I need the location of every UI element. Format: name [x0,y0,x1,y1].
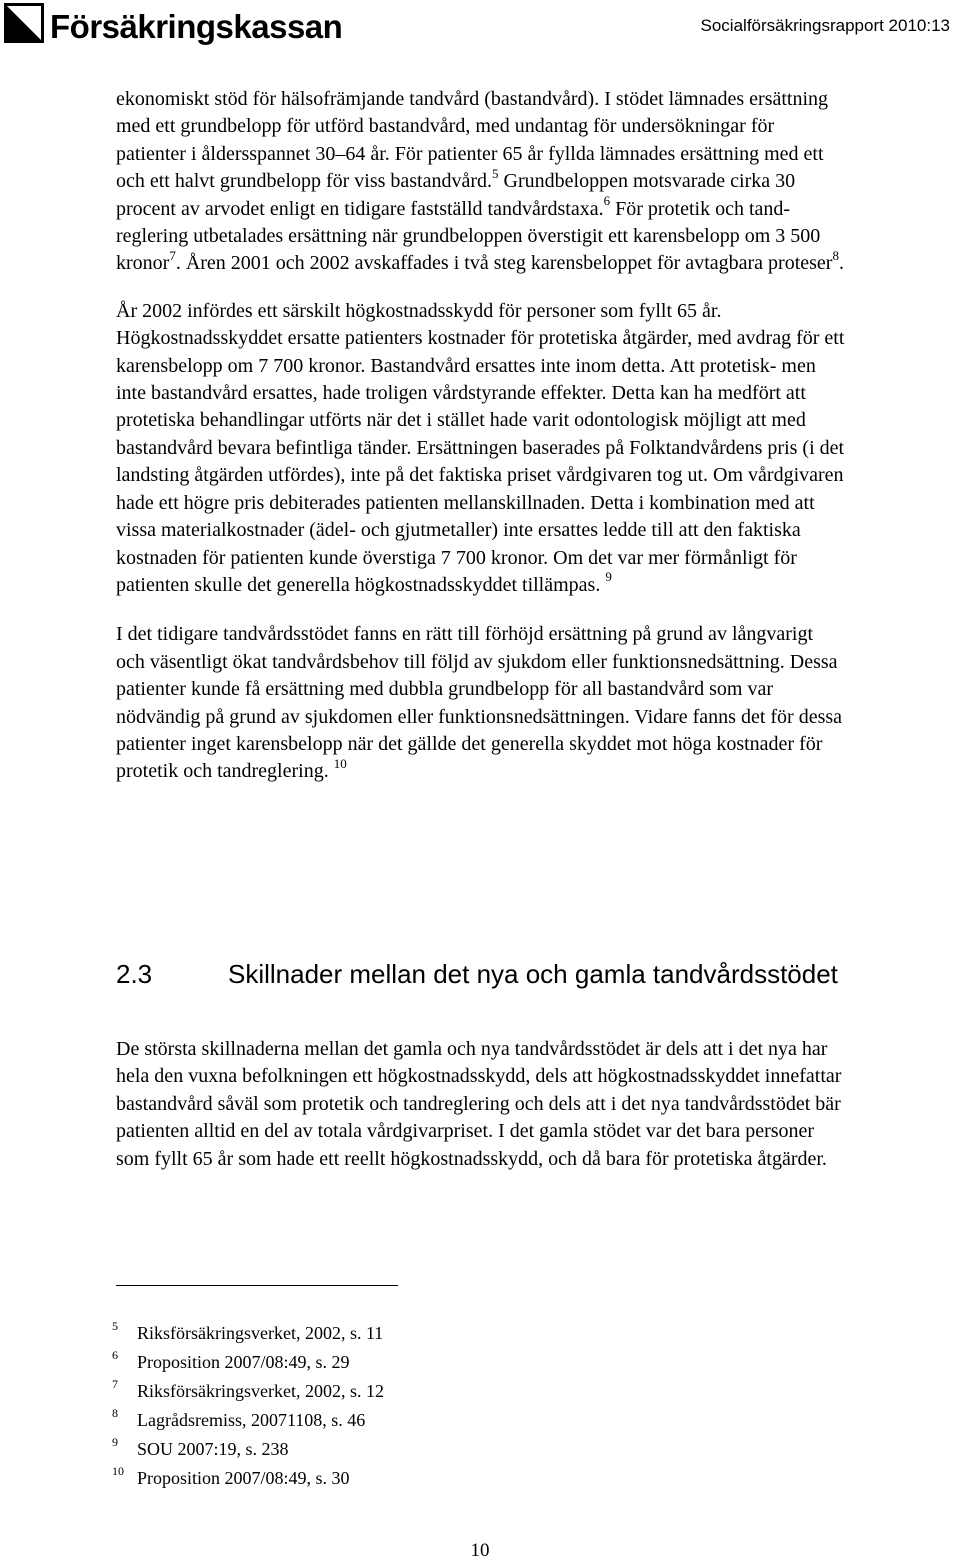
paragraph-text: För protetik och tandreglering utbetalades ersättning när grundbeloppen överstigit ett karensbelopp om 3 500 kronor [116,197,821,275]
logo-mark-icon [4,3,44,43]
footnote-number: 8 [112,1406,118,1420]
footnote-text: Proposition 2007/08:49, s. 29 [137,1352,350,1372]
paragraph-text: . [838,252,844,275]
footnote [112,1348,384,1380]
section-heading [116,958,846,990]
footnote-ref-5: 5 [492,165,499,181]
footnotes [112,1319,384,1496]
footnote [112,1319,384,1351]
footnote-text: Riksförsäkringsverket, 2002, s. 12 [137,1381,384,1401]
footnote [112,1435,384,1467]
page-number: 10 [470,1540,490,1561]
footnote [112,1464,384,1496]
footnote-ref-8: 8 [832,247,839,263]
body-text [116,86,846,786]
section-title: Skillnader mellan det nya och gamla tandvårdsstödet [228,959,838,989]
paragraph-1 [116,86,846,278]
footnote-ref-9: 9 [605,569,612,585]
footnote-text: Riksförsäkringsverket, 2002, s. 11 [137,1323,384,1343]
logo-text: Försäkringskassan [50,8,343,45]
logo [4,3,342,43]
section-number: 2.3 [116,959,153,989]
footnote-number: 6 [112,1348,118,1362]
paragraph-2 [116,298,846,599]
paragraph-text: Grundbeloppen motsvarade cirka 30 procent av arvodet enligt en tidigare fastställd tandvårdstaxa. [116,170,796,220]
footnote [112,1377,384,1409]
footnote-number: 10 [112,1464,124,1478]
page-header [0,0,960,56]
section-paragraph: De största skillnaderna mellan det gamla och nya tandvårdsstödet är dels att i det nya har hela den vuxna befolkningen ett högkostnadsskydd, dels att högkostnadsskyddet innefattar bastandvård såväl som protetik och tandreglering och dels att i det nya tandvårdsstödet bär patienten alltid en del av totala vårdgivarpriset. I det gamla stödet var det bara personer som fyllt 65 år som hade ett reellt högkostnadsskydd, och då bara för protetiska åtgärder. [116,1038,842,1170]
footnote-ref-7: 7 [169,247,176,263]
footnote-text: Lagrådsremiss, 20071108, s. 46 [137,1410,366,1430]
footnote-text: Proposition 2007/08:49, s. 30 [137,1468,350,1488]
footnote-ref-10: 10 [333,755,347,771]
footnote [112,1406,384,1438]
paragraph-text: I det tidigare tandvårdsstödet fanns en rätt till förhöjd ersättning på grund av långvarigt och väsentligt ökat tandvårdsbehov till följd av sjukdom eller funktionsnedsättning. Dessa patienter kunde få ersättning med dubbla grundbelopp för all bastandvård som var nödvändig på grund av sjukdomen eller funktionsnedsättningen. Vidare fanns det för dessa patienter inget karensbelopp när det gällde det generella skyddet mot höga kostnader för protetik och tandreglering. [116,623,843,783]
footnote-text: SOU 2007:19, s. 238 [137,1439,289,1459]
footnote-number: 9 [112,1435,118,1449]
paragraph-3 [116,621,846,785]
footnote-number: 7 [112,1377,118,1391]
footnote-separator [116,1285,398,1286]
footnote-ref-6: 6 [603,192,611,208]
report-reference: Socialförsäkringsrapport 2010:13 [700,16,950,35]
footnote-number: 5 [112,1319,118,1333]
paragraph-text: År 2002 infördes ett särskilt högkostnadsskydd för personer som fyllt 65 år. Högkostnadsskyddet ersatte patienters kostnader för protetiska åtgärder, med avdrag för ett karensbelopp om 7 700 kronor. Bastandvård ersattes inte inom detta. Att protetisk- men inte bastandvård ersattes, hade troligen vårdstyrande effekter. Detta kan ha medfört att protetiska behandlingar utförts när det i stället hade varit odontologisk möjligt att med bastandvård bevara befintliga tänder. Ersättningen baserades på Folktandvårdens pris (i det landsting åtgärden utfördes), inte på det faktiska priset vårdgivaren tog ut. Om vårdgivaren hade ett högre pris debiterades patienten mellanskillnaden. Detta i kombination med att vissa materialkostnader (ädel- och gjutmetaller) inte ersattes ledde till att den faktiska kostnaden för patienten kunde överstiga 7 700 kronor. Om det var mer förmånligt för patienten skulle det generella högkostnadsskyddet tillämpas. [116,299,845,596]
paragraph-text: . Åren 2001 och 2002 avskaffades i två steg karensbeloppet för avtagbara proteser [175,252,833,275]
paragraph-text: ekonomiskt stöd för hälsofrämjande tandvård (bastandvård). I stödet lämnades ersättning med ett grundbelopp för utförd bastandvård, med undantag för undersökningar för patienter i åldersspannet 30–64 år. För patienter 65 år fyllda lämnades ersättning med ett och ett halvt grundbelopp för viss bastandvård. [116,88,829,193]
